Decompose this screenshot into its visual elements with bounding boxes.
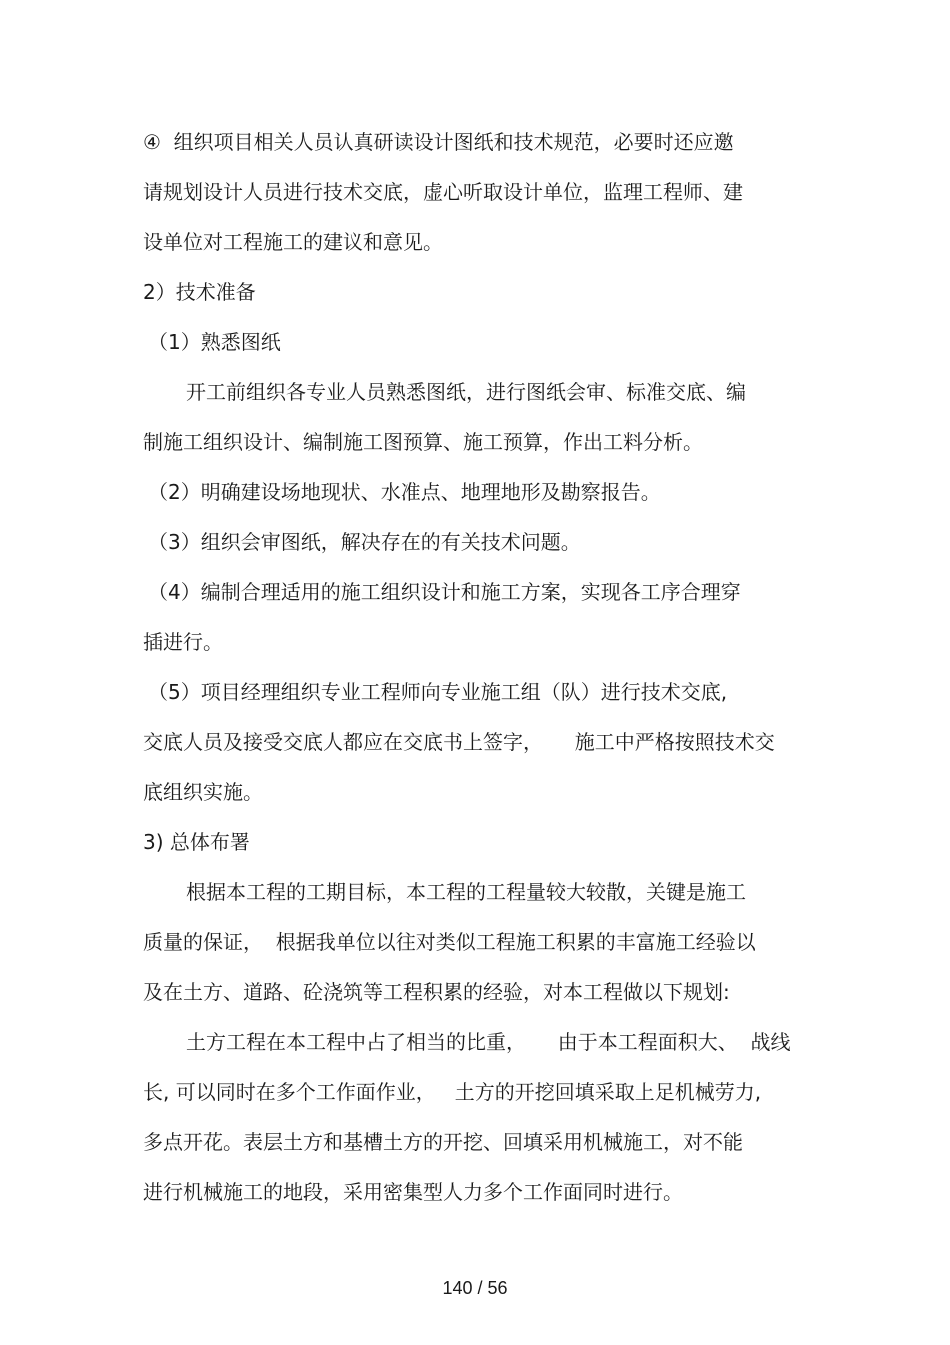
list-item-5: （5）项目经理组织专业工程师向专业施工组（队）进行技术交底, [148, 680, 728, 704]
text-line-14: 底组织实施。 [143, 780, 263, 804]
section-heading-overall-layout: 3) 总体布署 [143, 830, 250, 854]
text-line-7: 制施工组织设计、编制施工图预算、施工预算，作出工料分析。 [143, 430, 703, 454]
list-item-3: （3）组织会审图纸，解决存在的有关技术问题。 [148, 530, 581, 554]
list-item-2: （2）明确建设场地现状、水准点、地理地形及勘察报告。 [148, 480, 661, 504]
text-line-2: 请规划设计人员进行技术交底，虚心听取设计单位，监理工程师、建 [143, 180, 743, 204]
subheading-familiarize-drawings: （1）熟悉图纸 [148, 330, 281, 354]
page-number: 140 / 56 [442, 1278, 508, 1298]
text-line-17: 质量的保证， 根据我单位以往对类似工程施工积累的丰富施工经验以 [143, 930, 756, 954]
text-line-1: ④ 组织项目相关人员认真研读设计图纸和技术规范，必要时还应邀 [143, 130, 734, 154]
text-line-20: 长, 可以同时在多个工作面作业， 土方的开挖回填采取上足机械劳力, [143, 1080, 762, 1104]
text-line-11: 插进行。 [143, 630, 223, 654]
section-heading-technical-preparation: 2）技术准备 [143, 280, 256, 304]
list-item-4: （4）编制合理适用的施工组织设计和施工方案，实现各工序合理穿 [148, 580, 741, 604]
text-line-19: 土方工程在本工程中占了相当的比重， 由于本工程面积大、 战线 [186, 1030, 791, 1054]
text-line-21: 多点开花。表层土方和基槽土方的开挖、回填采用机械施工，对不能 [143, 1130, 743, 1154]
text-line-22: 进行机械施工的地段，采用密集型人力多个工作面同时进行。 [143, 1180, 683, 1204]
text-line-13: 交底人员及接受交底人都应在交底书上签字， 施工中严格按照技术交 [143, 730, 775, 754]
text-line-6: 开工前组织各专业人员熟悉图纸，进行图纸会审、标准交底、编 [186, 380, 746, 404]
text-line-3: 设单位对工程施工的建议和意见。 [143, 230, 443, 254]
text-line-16: 根据本工程的工期目标，本工程的工程量较大较散，关键是施工 [186, 880, 746, 904]
text-line-18: 及在土方、道路、砼浇筑等工程积累的经验，对本工程做以下规划: [143, 980, 730, 1004]
